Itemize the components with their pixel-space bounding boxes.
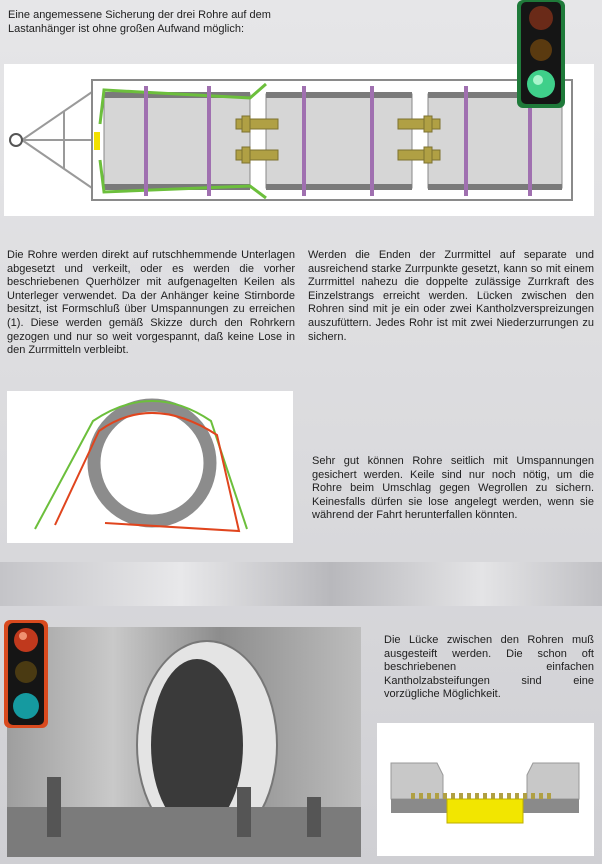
pipe-cross-section-diagram — [7, 391, 293, 543]
reflector — [94, 132, 100, 150]
traffic-light-red-icon — [4, 620, 48, 728]
intro-text: Eine angemessene Sicherung der drei Rohre auf dem Lastanhänger ist ohne großen Aufwand möglich: — [8, 9, 271, 35]
trailer-drawbar — [22, 92, 92, 188]
gap-filler-diagram — [377, 723, 594, 856]
trailer-diagram — [4, 64, 594, 216]
timber-filler — [447, 799, 523, 823]
pipe-1 — [104, 92, 250, 190]
pipes-photo — [7, 627, 361, 857]
paragraph-side-strapping: Sehr gut können Rohre seitlich mit Umspannungen gesichert werden. Keile sind nur noch nötig, um die Rohre beim Umschlag gegen Wegrollen zu sichern. Keinesfalls dürfen sie lose angelegt werden, wenn sie während der Fahrt herunterfallen könnten. — [312, 455, 594, 522]
coupling-ring — [10, 134, 22, 146]
paragraph-gap-bracing: Die Lücke zwischen den Rohren muß ausgesteift werden. Die schon oft beschriebenen einfachen Kantholzabsteifungen sind eine vorzügliche Möglichkeit. — [384, 634, 594, 701]
decorative-band — [0, 562, 602, 606]
pipe-2 — [266, 92, 412, 190]
paragraph-pipes-placement: Die Rohre werden direkt auf rutschhemmende Unterlagen abgesetzt und verkeilt, oder es werden die vorher beschriebenen Querhölzer mit aufgenagelten Keilen als Unterleger verwendet. Da der Anhänger keine Stirnborde besitzt, ist Formschluß über Umspannungen zu erreichen (1). Diese werden gemäß Skizze durch den Rohrkern gezogen und nur so weit vorgespannt, daß keine Lose in den Zurrmitteln verbleibt. — [7, 249, 295, 357]
paragraph-lashing-points: Werden die Enden der Zurrmittel auf separate und ausreichend starke Zurrpunkte gesetzt, kann so mit einem Zurrmittel nahezu die doppelte zulässige Zurrkraft des Einzelstrangs erreicht werden. Lücken zwischen den Rohren sind mit je ein oder zwei Kantholzverspreizungen auszufüttern. Jedes Rohr ist mit zwei Niederzurrungen zu sichern. — [308, 249, 594, 343]
traffic-light-green-icon — [516, 0, 566, 108]
